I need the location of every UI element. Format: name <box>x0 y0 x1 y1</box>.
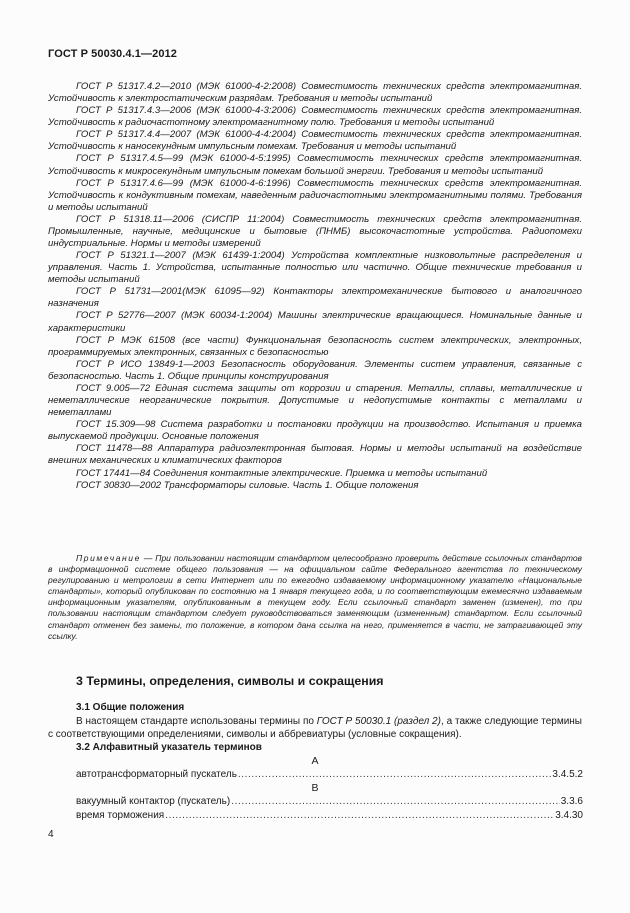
index-term: автотрансформаторный пускатель <box>76 769 237 780</box>
page-number: 4 <box>48 829 54 840</box>
reference-item: ГОСТ Р 51317.4.2—2010 (МЭК 61000-4-2:2008) Совместимость технических средств электромагнитная. Устойчивость к электростатическим разрядам. Требования и методы испытаний <box>48 81 582 105</box>
index-term: вакуумный контактор (пускатель) <box>76 796 231 807</box>
note-label: Примечание <box>76 553 141 563</box>
reference-item: ГОСТ Р 51317.4.6—99 (МЭК 61000-4-6:1996) Совместимость технических средств электромагнитная. Устойчивость к кондуктивным помехам, наведенным радиочастотными электромагнитными полями. Требования и методы испытаний <box>48 177 582 213</box>
index-entry <box>76 769 583 780</box>
normative-references <box>48 81 582 492</box>
reference-item: ГОСТ 15.309—98 Система разработки и постановки продукции на производство. Испытания и приемка выпускаемой продукции. Основные положения <box>48 419 582 443</box>
section-3-1-text <box>48 715 582 741</box>
reference-item: ГОСТ Р 52776—2007 (МЭК 60034-1:2004) Машины электрические вращающиеся. Номинальные данные и характеристики <box>48 310 582 334</box>
references-note <box>48 553 582 642</box>
index-letter-a: А <box>311 755 319 767</box>
section-3-1-text-part: , а также следующие термины с соответствующими определениями, символы и аббревиатуры (условные сокращения). <box>48 716 582 740</box>
document-header: ГОСТ Р 50030.4.1—2012 <box>48 48 177 60</box>
index-leader-dots <box>165 810 554 821</box>
reference-item: ГОСТ 11478—88 Аппаратура радиоэлектронная бытовая. Нормы и методы испытаний на воздействие внешних механических и климатических факторов <box>48 443 582 467</box>
section-3-2-title: 3.2 Алфавитный указатель терминов <box>76 742 262 753</box>
index-clause-number: 3.4.30 <box>555 810 583 821</box>
note-text: — При пользовании настоящим стандартом целесообразно проверить действие ссылочных стандартов в информационной системе общего пользования — на официальном сайте Федерального агентства по техническому регулированию и метрологии в сети Интернет или по ежегодно издаваемому информационному указателю «Национальные стандарты», который опубликован по состоянию на 1 января текущего года, и по соответствующим ежемесячно издаваемым информационным указателям, опубликованным в текущем году. Если ссылочный стандарт заменен (изменен), то при пользовании настоящим стандартом следует руководствоваться заменяющим (измененным) стандартом. Если ссылочный стандарт отменен без замены, то положение, в котором дана ссылка на него, применяется в части, не затрагивающей эту ссылку. <box>48 553 582 641</box>
section-3-title: 3 Термины, определения, символы и сокращения <box>76 674 384 688</box>
reference-item: ГОСТ Р 51321.1—2007 (МЭК 61439-1:2004) Устройства комплектные низковольтные распределения и управления. Часть 1. Устройства, испытанные полностью или частично. Общие технические требования и методы испытаний <box>48 250 582 286</box>
reference-item: ГОСТ Р 51317.4.5—99 (МЭК 61000-4-5:1995) Совместимость технических средств электромагнитная. Устойчивость к микросекундным импульсным помехам большой энергии. Требования и методы испытаний <box>48 153 582 177</box>
reference-item: ГОСТ 17441—84 Соединения контактные электрические. Приемка и методы испытаний <box>76 467 488 479</box>
index-clause-number: 3.3.6 <box>560 796 583 807</box>
index-clause-number: 3.4.5.2 <box>552 769 583 780</box>
reference-item: ГОСТ 9.005—72 Единая система защиты от коррозии и старения. Металлы, сплавы, металлические и неметаллические неорганические покрытия. Допустимые и недопустимые контакты с металлами и неметаллами <box>48 382 582 419</box>
reference-item: ГОСТ Р 51317.4.3—2006 (МЭК 61000-4-3:2006) Совместимость технических средств электромагнитная. Устойчивость к радиочастотному электромагнитному полю. Требования и методы испытаний <box>48 105 582 129</box>
section-3-1-reference: ГОСТ Р 50030.1 (раздел 2) <box>316 716 441 727</box>
reference-item: ГОСТ Р 51318.11—2006 (СИСПР 11:2004) Совместимость технических средств электромагнитная. Промышленные, научные, медицинские и бытовые (ПНМБ) высокочастотные устройства. Радиопомехи индустриальные. Нормы и методы измерений <box>48 213 582 250</box>
index-letter-b: В <box>311 782 319 794</box>
section-3-1-text-part: В настоящем стандарте использованы термины по <box>76 716 317 727</box>
index-leader-dots <box>238 769 552 780</box>
index-term: время торможения <box>76 810 165 821</box>
reference-item: ГОСТ 30830—2002 Трансформаторы силовые. Часть 1. Общие положения <box>76 479 419 491</box>
index-leader-dots <box>231 796 560 807</box>
reference-item: ГОСТ Р 51731—2001(МЭК 61095—92) Контакторы электромеханические бытового и аналогичного назначения <box>48 286 582 310</box>
section-3-1-title: 3.1 Общие положения <box>76 702 185 713</box>
index-entry <box>76 810 583 821</box>
reference-item: ГОСТ Р МЭК 61508 (все части) Функциональная безопасность систем электрических, электронных, программируемых электронных, связанных с безопасностью <box>48 334 582 358</box>
reference-item: ГОСТ Р 51317.4.4—2007 (МЭК 61000-4-4:2004) Совместимость технических средств электромагнитная. Устойчивость к наносекундным импульсным помехам. Требования и методы испытаний <box>48 129 582 153</box>
reference-item: ГОСТ Р ИСО 13849-1—2003 Безопасность оборудования. Элементы систем управления, связанные с безопасностью. Часть 1. Общие принципы конструирования <box>48 358 582 382</box>
index-entry <box>76 796 583 807</box>
